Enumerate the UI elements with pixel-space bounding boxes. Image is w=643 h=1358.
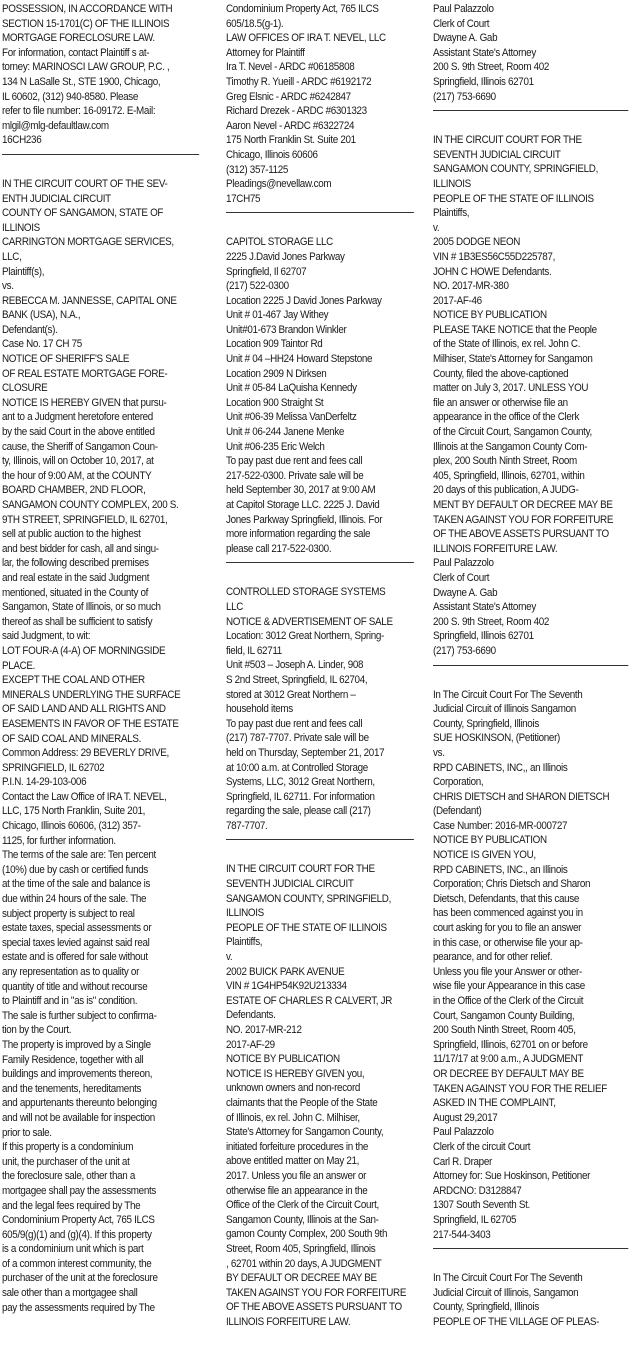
notice-line: OF SAID LAND AND ALL RIGHTS AND [2, 703, 166, 716]
notice-line: above entitled matter on May 21, [226, 1155, 360, 1168]
notice-line: 200 S. 9th Street, Room 402 [433, 61, 550, 74]
notice-line: Unit #06-39 Melissa VanDerfeltz [226, 411, 357, 424]
notice-line: subject property is subject to real [2, 907, 135, 920]
notice-line: OF THE ABOVE ASSETS PURSUANT TO [433, 528, 609, 541]
notice-line: prior to sale. [2, 1126, 52, 1139]
notice-line: ILLINOIS FORFEITURE LAW. [226, 1315, 351, 1328]
notice-line: Richard Drezek - ARDC #6301323 [226, 105, 367, 118]
notice-line: (217) 753-6690 [433, 90, 496, 103]
notice-line: CAPITOL STORAGE LLC [226, 236, 333, 249]
notice-line: estate and is offered for sale without [2, 951, 148, 964]
notice-line: 2017-AF-29 [226, 1038, 275, 1051]
notice-line: EASEMENTS IN FAVOR OF THE ESTATE [2, 717, 179, 730]
notice-line: more information regarding the sale [226, 528, 371, 541]
notice-line: NO. 2017-MR-380 [433, 280, 509, 293]
notice-line: Office of the Clerk of the Circuit Court, [226, 1199, 379, 1212]
notice-line: Attorney for Plaintiff [226, 46, 305, 59]
notice-line: 17CH75 [226, 192, 261, 205]
notice-line: any representation as to quality or [2, 966, 140, 978]
notice-line: at 10:00 a.m. at Controlled Storage [226, 761, 368, 774]
notice-line: Springfield, Il 62707 [226, 265, 307, 278]
notice-line: of a common interest community, the [2, 1257, 152, 1270]
notice-line: Unit # 01-467 Jay Withey [226, 309, 329, 322]
notice-line: vs. [2, 280, 14, 293]
notice-line: SEVENTH JUDICIAL CIRCUIT [433, 148, 561, 161]
notice-line: (217) 787-7707. Private sale will be [226, 732, 369, 745]
notice-line: August 29,2017 [433, 1111, 498, 1124]
notice-line: (217) 522-0300 [226, 280, 289, 293]
notice-line: thereof as shall be sufficient to satisfy [2, 615, 153, 628]
notice-line: plex, 200 South Ninth Street, Room [433, 455, 577, 468]
notice-line: PEOPLE OF THE VILLAGE OF PLEAS- [433, 1315, 600, 1328]
notice-line: 2002 BUICK PARK AVENUE [226, 965, 345, 978]
notice-line: regarding the sale, please call (217) [226, 805, 371, 818]
notice-line: Location 900 Straight St [226, 396, 324, 409]
notice-line: The property is improved by a Single [2, 1038, 151, 1051]
legal-notice [226, 2, 434, 206]
notice-line: Dwayne A. Gab [433, 586, 498, 599]
notice-line: lar, the following described premises [2, 557, 149, 570]
notice-line: of Illinois, ex rel. John C. Milhiser, [226, 1111, 360, 1124]
notice-line: Unit # 04 –HH24 Howard Stepstone [226, 353, 373, 366]
notice-line: 1307 South Seventh St. [433, 1199, 530, 1212]
notice-divider [433, 665, 628, 666]
notice-line: LAW OFFICES OF IRA T. NEVEL, LLC [226, 32, 386, 45]
notice-line: by the said Court in the above entitled [2, 426, 155, 439]
notice-line: held on Thursday, September 21, 2017 [226, 746, 385, 759]
notice-line: OR DECREE BY DEFAULT MAY BE [433, 1067, 584, 1080]
notice-line: 217-522-0300. Private sale will be [226, 469, 364, 482]
column-2 [226, 2, 434, 1329]
notice-line: court asking for you to file an answer [433, 922, 582, 935]
notice-line: has been commenced against you in [433, 907, 583, 920]
notice-line: County, filed the above-captioned [433, 367, 569, 380]
notice-line: to Plaintiff and in "as is" condition. [2, 995, 138, 1008]
notice-line: SANGAMON COUNTY, SPRINGFIELD, [226, 892, 392, 905]
notice-line: NOTICE IS HEREBY GIVEN you, [226, 1067, 365, 1080]
notice-line: MENT BY DEFAULT OR DECREE MAY BE [433, 499, 613, 511]
notice-line: claimants that the People of the State [226, 1096, 378, 1109]
notice-line: otherwise file an appearance in the [226, 1184, 368, 1197]
notice-line: Springfield, Illinois 62701 [433, 630, 534, 643]
notice-line: ESTATE OF CHARLES R CALVERT, JR [226, 994, 393, 1007]
notice-line: 20 days of this publication, A JUDG- [433, 484, 579, 497]
notice-line: Unless you file your Answer or other- [433, 965, 582, 978]
notice-line: If this property is a condominium [2, 1141, 134, 1154]
notice-line: County, Springfield, Illinois [433, 717, 539, 730]
notice-line: 1125, for further information. [2, 834, 116, 847]
notice-line: PLEASE TAKE NOTICE that the People [433, 323, 597, 336]
notice-line: buildings and improvements thereon, [2, 1068, 153, 1081]
notice-line: ASKED IN THE COMPLAINT, [433, 1097, 556, 1110]
notice-line: Jones Parkway Springfield, Illinois. For [226, 513, 383, 526]
notice-line: Common Address: 29 BEVERLY DRIVE, [2, 747, 169, 760]
notice-line: ty, Illinois, will on October 10, 2017, at [2, 455, 154, 468]
notice-line: State's Attorney for Sangamon County, [226, 1126, 384, 1139]
notice-line: pearance, and for other relief. [433, 951, 553, 964]
notice-line: OF SAID COAL AND MINERALS. [2, 732, 141, 745]
notice-line: , 62701 within 20 days, A JUDGMENT [226, 1257, 382, 1270]
notice-line: LLC, 175 North Franklin, Suite 201, [2, 805, 146, 818]
notice-line: 9TH STREET, SPRINGFIELD, IL 62701, [2, 513, 168, 526]
notice-line: and the legal fees required by The [2, 1199, 141, 1212]
notice-line: Greg Elsnic - ARDC #6242847 [226, 90, 351, 103]
notice-line: CONTROLLED STORAGE SYSTEMS [226, 586, 386, 599]
notice-line: 175 North Franklin St. Suite 201 [226, 134, 356, 147]
notice-line: stored at 3012 Great Northern – [226, 688, 356, 701]
notice-line: and real estate in the said Judgment [2, 571, 150, 584]
notice-line: vs. [433, 746, 445, 759]
notice-line: purchaser of the unit at the foreclosure [2, 1272, 158, 1285]
notice-line: the foreclosure sale, other than a [2, 1170, 135, 1183]
notice-line: NOTICE IS GIVEN YOU, [433, 849, 536, 862]
notice-line: SPRINGFIELD, IL 62702 [2, 761, 105, 774]
notice-line: MINERALS UNDERLYING THE SURFACE [2, 688, 181, 701]
notice-line: NO. 2017-MR-212 [226, 1024, 302, 1036]
notice-line: sell at public auction to the highest [2, 528, 141, 541]
notice-line: and best bidder for cash, all and singu- [2, 542, 159, 555]
notice-line: OF THE ABOVE ASSETS PURSUANT TO [226, 1301, 402, 1314]
notice-line: gamon County Complex, 200 South 9th [226, 1228, 388, 1241]
notice-line: Springfield, Illinois 62701 [433, 75, 534, 88]
notice-line: IN THE CIRCUIT COURT FOR THE [226, 863, 375, 876]
notice-line: cause, the Sheriff of Sangamon Coun- [2, 440, 158, 453]
notice-line: 11/17/17 at 9:00 a.m., A JUDGMENT [433, 1053, 584, 1066]
notice-line: POSSESSION, IN ACCORDANCE WITH [2, 3, 173, 15]
notice-line: Systems, LLC, 3012 Great Northern, [226, 776, 375, 789]
notice-line: wise file your Appearance in this case [433, 980, 585, 993]
notice-line: For information, contact Plaintiff s at- [2, 46, 150, 59]
notice-line: Condominium Property Act, 765 ILCS [226, 3, 379, 15]
notice-line: Sangamon County, Illinois at the San- [226, 1213, 379, 1226]
notice-line: Plaintiffs, [433, 207, 470, 220]
notice-line: SUE HOSKINSON, (Petitioner) [433, 732, 560, 745]
notice-line: LLC [226, 600, 244, 613]
notice-line: Defendants. [226, 1009, 276, 1022]
notice-line: RPD CABINETS, INC., an Illinois [433, 863, 568, 876]
notice-line: 134 N LaSalle St., STE 1900, Chicago, [2, 75, 161, 88]
notice-line: Case Number: 2016-MR-000727 [433, 819, 568, 832]
notice-line: sale other than a mortgagee shall [2, 1287, 138, 1300]
notice-line: To pay past due rent and fees call [226, 455, 363, 468]
legal-notice [433, 133, 643, 658]
notice-line: Judicial Circuit of Illinois, Sangamon [433, 1286, 579, 1299]
notice-line: 2017-AF-46 [433, 294, 482, 307]
notice-line: NOTICE IS HEREBY GIVEN that pursu- [2, 396, 167, 409]
notice-line: held September 30, 2017 at 9:00 AM [226, 484, 376, 497]
notice-line: TAKEN AGAINST YOU FOR FORFEITURE [226, 1286, 407, 1299]
notice-line: ILLINOIS [433, 177, 471, 190]
notice-line: Court, Sangamon County Building, [433, 1009, 575, 1022]
notice-line: Location 2909 N Dirksen [226, 367, 327, 380]
notice-line: LOT FOUR-A (4-A) OF MORNINGSIDE [2, 644, 166, 657]
notice-line: RPD CABINETS, INC,, an Illinois [433, 761, 568, 774]
notice-line: Case No. 17 CH 75 [2, 338, 82, 351]
notice-line: Street, Room 405, Springfield, Illinois [226, 1242, 376, 1255]
notice-line: Corporation, [433, 776, 484, 789]
notice-line: EXCEPT THE COAL AND OTHER [2, 674, 145, 687]
notice-line: Condominium Property Act, 765 ILCS [2, 1214, 155, 1227]
notice-line: mlgil@mlg-defaultlaw.com [2, 119, 109, 132]
notice-line: Sangamon, State of Illinois, or so much [2, 601, 161, 614]
notice-line: Pleadings@nevellaw.com [226, 178, 332, 191]
notice-line: Paul Palazzolo [433, 3, 494, 15]
notice-line: VIN # 1G4HP54K92U213334 [226, 980, 347, 993]
notice-line: v. [226, 951, 233, 964]
notice-divider [433, 1248, 628, 1249]
notice-line: household items [226, 703, 293, 716]
notice-line: is a condominium unit which is part [2, 1243, 144, 1256]
notice-line: Chicago, Illinois 60606, (312) 357- [2, 820, 141, 833]
notice-line: ILLINOIS [2, 221, 40, 234]
notice-line: COUNTY OF SANGAMON, STATE OF [2, 207, 164, 220]
notice-line: (217) 753-6690 [433, 644, 496, 657]
notice-line: REBECCA M. JANNESSE, CAPITAL ONE [2, 294, 177, 307]
notice-line: The sale is further subject to confirma- [2, 1009, 157, 1022]
notice-line: file an answer or otherwise file an [433, 396, 568, 409]
notice-line: P.I.N. 14-29-103-006 [2, 776, 87, 789]
notice-line: SEVENTH JUDICIAL CIRCUIT [226, 878, 354, 891]
notice-line: matter on July 3, 2017. UNLESS YOU [433, 382, 589, 395]
notice-line: 2017. Unless you file an answer or [226, 1169, 367, 1182]
notice-line: Attorney for: Sue Hoskinson, Petitioner [433, 1170, 591, 1183]
notice-line: Dwayne A. Gab [433, 32, 498, 45]
notice-line: Paul Palazzolo [433, 1126, 494, 1139]
notice-line: Springfield, IL 62711. For information [226, 790, 375, 803]
legal-notice [2, 177, 214, 1315]
notice-line: Ira T. Nevel - ARDC #06185808 [226, 61, 355, 74]
notice-divider [433, 110, 628, 111]
notice-line: NOTICE BY PUBLICATION [433, 834, 547, 847]
notice-line: Judicial Circuit of Illinois Sangamon [433, 703, 576, 716]
notice-line: and appurtenants thereunto belonging [2, 1097, 157, 1110]
notice-line: ARDCNO: D3128847 [433, 1184, 522, 1197]
notice-line: unknown owners and non-record [226, 1082, 361, 1095]
notice-line: and will not be available for inspection [2, 1111, 155, 1124]
notice-line: (312) 357-1125 [226, 163, 289, 176]
notice-line: Family Residence, together with all [2, 1053, 144, 1066]
legal-notice [433, 1271, 643, 1329]
notice-line: Illinois at the Sangamon County Com- [433, 440, 588, 453]
notice-line: MORTGAGE FORECLOSURE LAW. [2, 32, 155, 45]
notice-line: County, Springfield, Illinois [433, 1301, 539, 1314]
notice-line: said Judgment, to wit: [2, 630, 91, 643]
notice-line: 200 South Ninth Street, Room 405, [433, 1024, 576, 1037]
notice-line: Location: 3012 Great Northern, Spring- [226, 630, 384, 643]
notice-line: IN THE CIRCUIT COURT OF THE SEV- [2, 177, 168, 190]
notice-line: ILLINOIS [226, 907, 264, 920]
notice-line: Chicago, Illinois 60606 [226, 148, 318, 161]
notice-divider [2, 154, 199, 155]
notice-line: ant to a Judgment heretofore entered [2, 411, 153, 424]
notice-line: 2225 J.David Jones Parkway [226, 250, 345, 263]
notice-line: OF REAL ESTATE MORTGAGE FORE- [2, 367, 168, 380]
notice-line: ILLINOIS FORFEITURE LAW. [433, 542, 558, 555]
notice-line: The terms of the sale are: Ten percent [2, 849, 156, 862]
notice-line: JOHN C HOWE Defendants. [433, 265, 552, 278]
notice-line: tion by the Court. [2, 1024, 72, 1037]
notice-line: 605/18.5(g-1). [226, 17, 284, 30]
notice-line: Aaron Nevel - ARDC #6322724 [226, 119, 355, 132]
notice-line: S 2nd Street, Springfield, IL 62704, [226, 673, 368, 686]
notice-line: 217-544-3403 [433, 1228, 491, 1241]
notice-divider [226, 839, 414, 840]
notice-line: unit, the purchaser of the unit at [2, 1155, 130, 1168]
notice-line: quantity of title and without recourse [2, 980, 148, 993]
notice-line: Corporation; Chris Dietsch and Sharon [433, 878, 591, 891]
notice-line: Paul Palazzolo [433, 557, 494, 570]
notice-line: Clerk of Court [433, 571, 490, 584]
notice-line: TAKEN AGAINST YOU FOR THE RELIEF [433, 1082, 607, 1095]
notice-line: CHRIS DIETSCH and SHARON DIETSCH [433, 790, 610, 803]
notice-line: Unit # 06-244 Janene Menke [226, 426, 345, 439]
notice-line: and the tenements, hereditaments [2, 1082, 142, 1095]
notice-line: Location 2225 J David Jones Parkway [226, 294, 382, 307]
notice-line: NOTICE OF SHERIFF'S SALE [2, 353, 130, 366]
legal-notice [2, 2, 214, 148]
notice-line: BY DEFAULT OR DECREE MAY BE [226, 1272, 377, 1285]
notice-line: BANK (USA), N.A., [2, 309, 81, 322]
notice-line: (10%) due by cash or certified funds [2, 863, 149, 876]
notice-divider [226, 212, 414, 213]
notice-line: of the State of Illinois, ex rel. John C. [433, 338, 581, 351]
notice-line: In The Circuit Court For The Seventh [433, 1272, 583, 1285]
notice-line: please call 217-522-0300. [226, 542, 332, 555]
notice-line: at Capitol Storage LLC. 2225 J. David [226, 499, 380, 511]
notice-line: 2005 DODGE NEON [433, 236, 521, 249]
notice-line: Springfield, Illinois, 62701 on or before [433, 1038, 588, 1051]
notice-line: Clerk of the circuit Court [433, 1140, 531, 1153]
notice-line: Dietsch, Defendants, that this cause [433, 892, 580, 905]
notice-line: LLC, [2, 250, 22, 263]
notice-line: Defendant(s). [2, 323, 58, 336]
notice-line: Contact the Law Office of IRA T. NEVEL, [2, 790, 167, 803]
notice-line: mortgagee shall pay the assessments [2, 1184, 157, 1197]
notice-line: Milhiser, State's Attorney for Sangamon [433, 353, 593, 366]
notice-line: 605/9(g)(1) and (g)(4). If this property [2, 1228, 152, 1241]
notice-line: v. [433, 221, 440, 234]
notice-line: Plaintiffs, [226, 936, 263, 949]
notice-line: refer to file number: 16-09172. E-Mail: [2, 105, 156, 118]
notice-line: special taxes levied against said real [2, 936, 150, 949]
notice-line: SANGAMON COUNTY, SPRINGFIELD, [433, 163, 599, 176]
legal-notice [226, 862, 434, 1329]
notice-line: SECTION 15-1701(C) OF THE ILLINOIS [2, 17, 170, 30]
notice-line: ENTH JUDICIAL CIRCUIT [2, 192, 111, 205]
notice-line: IL 60602, (312) 940-8580. Please [2, 90, 139, 103]
notice-line: Unit # 05-84 LaQuisha Kennedy [226, 382, 357, 395]
column-3 [433, 2, 643, 1329]
notice-line: Unit#01-673 Brandon Winkler [226, 323, 347, 336]
notice-line: due within 24 hours of the sale. The [2, 893, 147, 906]
notice-line: NOTICE & ADVERTISEMENT OF SALE [226, 615, 393, 628]
notice-line: in the Office of the Clerk of the Circuit [433, 995, 584, 1007]
notice-line: 200 S. 9th Street, Room 402 [433, 615, 550, 628]
legal-notice [226, 585, 434, 833]
notice-line: Assistant State's Attorney [433, 601, 536, 614]
legal-notice [433, 2, 643, 104]
notice-line: initiated forfeiture procedures in the [226, 1140, 369, 1153]
notice-line: IN THE CIRCUIT COURT FOR THE [433, 134, 582, 147]
notice-line: In The Circuit Court For The Seventh [433, 688, 583, 701]
notice-line: Unit #06-235 Eric Welch [226, 440, 325, 453]
notice-line: torney: MARINOSCI LAW GROUP, P.C. , [2, 61, 170, 74]
notice-line: at the time of the sale and balance is [2, 878, 151, 891]
notice-line: PEOPLE OF THE STATE OF ILLINOIS [433, 192, 594, 205]
notice-line: SANGAMON COUNTY COMPLEX, 200 S. [2, 499, 179, 511]
notice-line: PLACE. [2, 659, 36, 672]
legal-notice [433, 688, 643, 1243]
notice-line: Assistant State's Attorney [433, 46, 536, 59]
notice-line: Carl R. Draper [433, 1155, 492, 1168]
notice-line: Timothy R. Yueill - ARDC #6192172 [226, 75, 372, 88]
notice-line: 16CH236 [2, 134, 42, 147]
notice-line: CARRINGTON MORTGAGE SERVICES, [2, 236, 174, 249]
notice-line: pay the assessments required by The [2, 1301, 155, 1314]
notice-line: mentioned, situated in the County of [2, 586, 149, 599]
notice-divider [226, 562, 414, 563]
notice-line: To pay past due rent and fees call [226, 717, 363, 730]
notice-line: 787-7707. [226, 819, 268, 832]
notice-line: BOARD CHAMBER, 2ND FLOOR, [2, 484, 146, 497]
notice-line: Location 909 Taintor Rd [226, 338, 323, 351]
notice-line: VIN # 1B3ES56C55D225787, [433, 250, 556, 263]
notice-line: of the Circuit Court, Sangamon County, [433, 426, 592, 439]
notice-line: estate taxes, special assessments or [2, 922, 152, 935]
notice-line: Plaintiff(s), [2, 265, 45, 278]
notice-line: PEOPLE OF THE STATE OF ILLINOIS [226, 921, 387, 934]
notice-line: NOTICE BY PUBLICATION [226, 1053, 340, 1066]
notice-line: appearance in the office of the Clerk [433, 411, 580, 424]
notice-line: in this case, or otherwise file your ap- [433, 936, 583, 949]
notice-line: CLOSURE [2, 382, 48, 395]
notice-line: TAKEN AGAINST YOU FOR FORFEITURE [433, 513, 614, 526]
column-1 [2, 2, 214, 1315]
notice-line: Unit #503 – Joseph A. Linder, 908 [226, 659, 364, 672]
notice-line: NOTICE BY PUBLICATION [433, 309, 547, 322]
legal-notice [226, 235, 434, 556]
notice-line: (Defendant) [433, 805, 482, 818]
notice-line: Clerk of Court [433, 17, 490, 30]
notice-line: the hour of 9:00 AM, at the COUNTY [2, 469, 152, 482]
notice-line: field, IL 62711 [226, 644, 282, 657]
notice-line: Springfield, IL 62705 [433, 1213, 517, 1226]
notice-line: 405, Springfield, Illinois, 62701, within [433, 469, 585, 482]
